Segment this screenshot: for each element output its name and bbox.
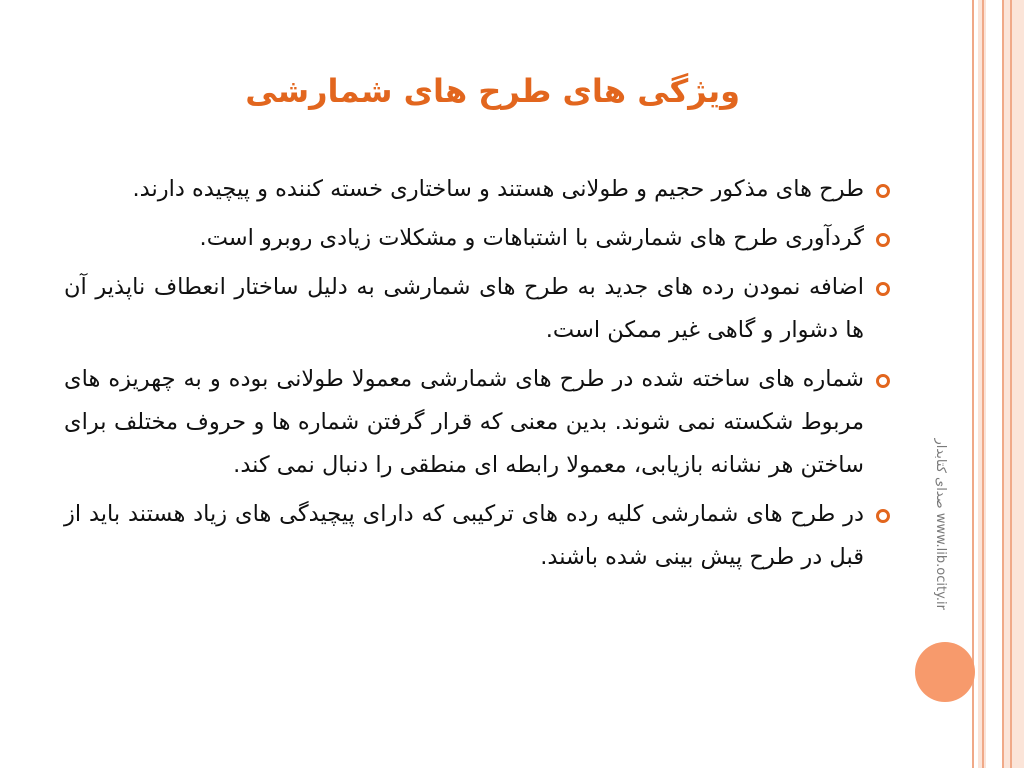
decorative-band-line <box>1010 0 1012 768</box>
circle-bullet-icon <box>876 509 890 523</box>
decorative-band-line <box>972 0 974 768</box>
watermark-text: www.lib.ocity.ir صدای کتابدار <box>933 438 948 610</box>
bullet-item <box>64 266 898 352</box>
circle-bullet-icon <box>876 282 890 296</box>
bullet-item <box>64 217 898 260</box>
decorative-band-line <box>1002 0 1004 768</box>
bullet-item <box>64 493 898 579</box>
circle-bullet-icon <box>876 374 890 388</box>
bullet-text: گردآوری طرح های شمارشی با اشتباهات و مشکلات زیادی روبرو است. <box>199 225 864 251</box>
bullet-text: شماره های ساخته شده در طرح های شمارشی معمولا طولانی بوده و به چهریزه های مربوط شکسته نمی شوند. بدین معنی که قرار گرفتن شماره ها و حروف مختلف برای ساختن هر نشانه بازیابی، معمولا رابطه ای منطقی را دنبال نمی کند. <box>64 366 864 478</box>
bullet-text: در طرح های شمارشی کلیه رده های ترکیبی که دارای پیچیدگی های زیاد هستند باید از قبل در طرح پیش بینی شده باشند. <box>64 501 864 570</box>
decorative-band-gap <box>986 0 1002 768</box>
bullet-text: طرح های مذکور حجیم و طولانی هستند و ساختاری خسته کننده و پیچیده دارند. <box>132 176 864 202</box>
bullet-item <box>64 168 898 211</box>
slide-title: ویژگی های طرح های شمارشی <box>245 72 740 110</box>
bullet-list <box>64 168 898 585</box>
decorative-circle <box>915 642 975 702</box>
circle-bullet-icon <box>876 184 890 198</box>
circle-bullet-icon <box>876 233 890 247</box>
bullet-text: اضافه نمودن رده های جدید به طرح های شمارشی به دلیل ساختار انعطاف ناپذیر آن ها دشوار و گاهی غیر ممکن است. <box>64 274 864 343</box>
decorative-band-line <box>982 0 984 768</box>
bullet-item <box>64 358 898 487</box>
